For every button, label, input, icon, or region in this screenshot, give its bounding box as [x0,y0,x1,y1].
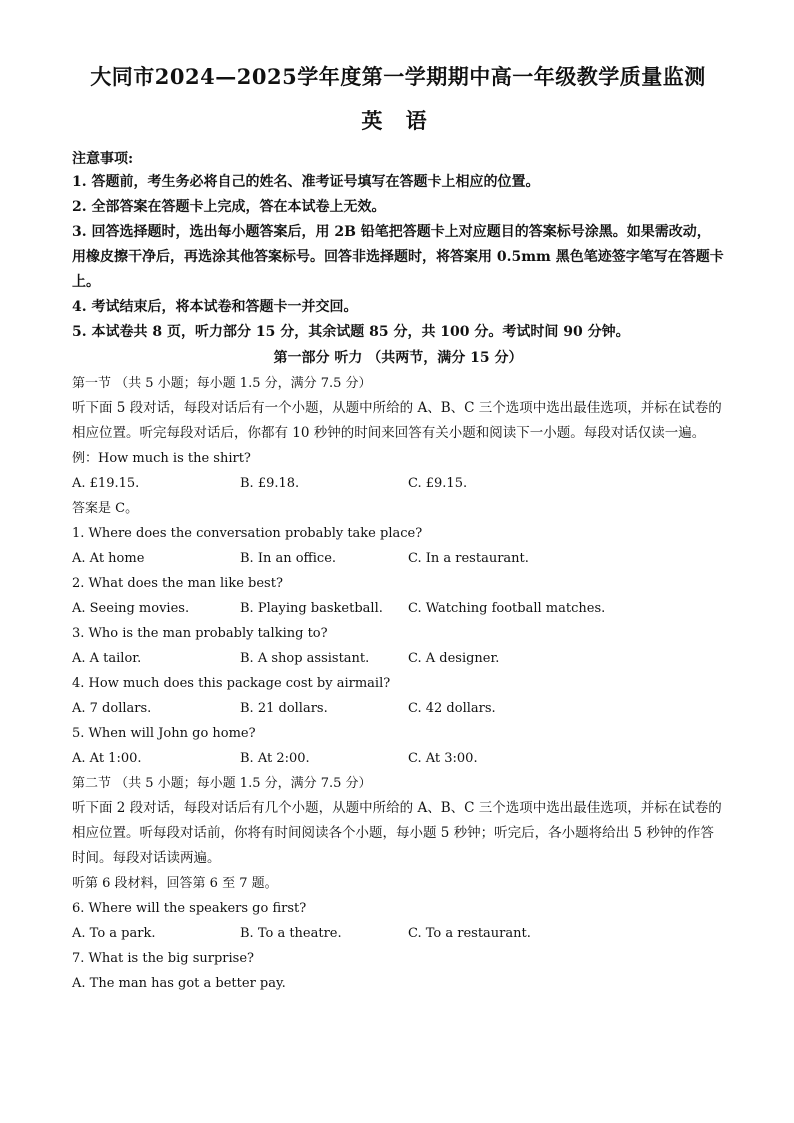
section2-instructions: 听下面 2 段对话，每段对话后有几个小题，从题中所给的 A、B、C 三个选项中选出最佳选项，并标在试卷的相应位置。听每段对话前，你将有时间阅读各个小题，每小题 5 秒钟；听完后，各小题将给出 5 秒钟的作答时间。每段对话读两遍。 [72,800,722,866]
option-a: A. £19.15. [72,476,140,491]
question-6-options [72,921,724,946]
question-4: 4. How much does this package cost by airmail? [72,676,391,691]
option-b: B. 21 dollars. [240,701,328,716]
question-7: 7. What is the big surprise? [72,951,254,966]
question-3: 3. Who is the man probably talking to? [72,626,328,641]
part1-title: 第一部分 听力 （共两节，满分 15 分） [273,350,523,366]
option-b: B. To a theatre. [240,926,342,941]
example-question: 例：How much is the shirt? [72,451,251,466]
option-b: B. At 2:00. [240,751,310,766]
example-answer: 答案是 C。 [72,501,139,516]
option-b: B. £9.18. [240,476,300,491]
question-3-options [72,646,724,671]
question-2-options [72,596,724,621]
material-6-note: 听第 6 段材料，回答第 6 至 7 题。 [72,876,278,891]
question-6: 6. Where will the speakers go first? [72,901,307,916]
section2-heading: 第二节 （共 5 小题；每小题 1.5 分，满分 7.5 分） [72,776,372,791]
notice-item-5: 5. 本试卷共 8 页，听力部分 15 分，其余试题 85 分，共 100 分。考试时间 90 分钟。 [72,324,630,340]
option-a: A. A tailor. [72,651,142,666]
notice-item-3: 3. 回答选择题时，选出每小题答案后，用 2B 铅笔把答题卡上对应题目的答案标号涂黑。如果需改动，用橡皮擦干净后，再选涂其他答案标号。回答非选择题时，将答案用 0.5mm 黑色笔迹签字笔写在答题卡上。 [72,224,724,290]
notice-item-1: 1. 答题前，考生务必将自己的姓名、准考证号填写在答题卡上相应的位置。 [72,174,540,190]
notice-item-2: 2. 全部答案在答题卡上完成，答在本试卷上无效。 [72,199,386,215]
option-c: C. £9.15. [408,476,468,491]
notice-item-4: 4. 考试结束后，将本试卷和答题卡一并交回。 [72,299,358,315]
question-1-options [72,546,724,571]
question-1: 1. Where does the conversation probably take place? [72,526,423,541]
option-a: A. To a park. [72,926,156,941]
question-4-options [72,696,724,721]
option-c: C. In a restaurant. [408,551,529,566]
question-5: 5. When will John go home? [72,726,256,741]
exam-page [72,62,724,996]
option-c: C. To a restaurant. [408,926,531,941]
question-2: 2. What does the man like best? [72,576,283,591]
option-a: A. Seeing movies. [72,601,190,616]
option-c: C. At 3:00. [408,751,478,766]
example-options [72,471,724,496]
option-b: B. In an office. [240,551,337,566]
exam-title: 大同市2024—2025学年度第一学期期中高一年级教学质量监测 [90,64,706,89]
option-b: B. A shop assistant. [240,651,370,666]
question-5-options [72,746,724,771]
section1-heading: 第一节 （共 5 小题；每小题 1.5 分，满分 7.5 分） [72,376,372,391]
option-c: C. A designer. [408,651,500,666]
exam-subject: 英 语 [361,108,435,133]
section1-instructions: 听下面 5 段对话，每段对话后有一个小题，从题中所给的 A、B、C 三个选项中选出最佳选项，并标在试卷的相应位置。听完每段对话后，你都有 10 秒钟的时间来回答有关小题和阅读下一小题。每段对话仅读一遍。 [72,400,722,441]
option-a: A. At 1:00. [72,751,142,766]
option-a: A. At home [72,551,145,566]
option-c: C. Watching football matches. [408,601,606,616]
option-c: C. 42 dollars. [408,701,496,716]
notice-heading: 注意事项: [72,151,134,167]
question-7-option-a: A. The man has got a better pay. [72,976,286,991]
option-b: B. Playing basketball. [240,601,383,616]
option-a: A. 7 dollars. [72,701,152,716]
